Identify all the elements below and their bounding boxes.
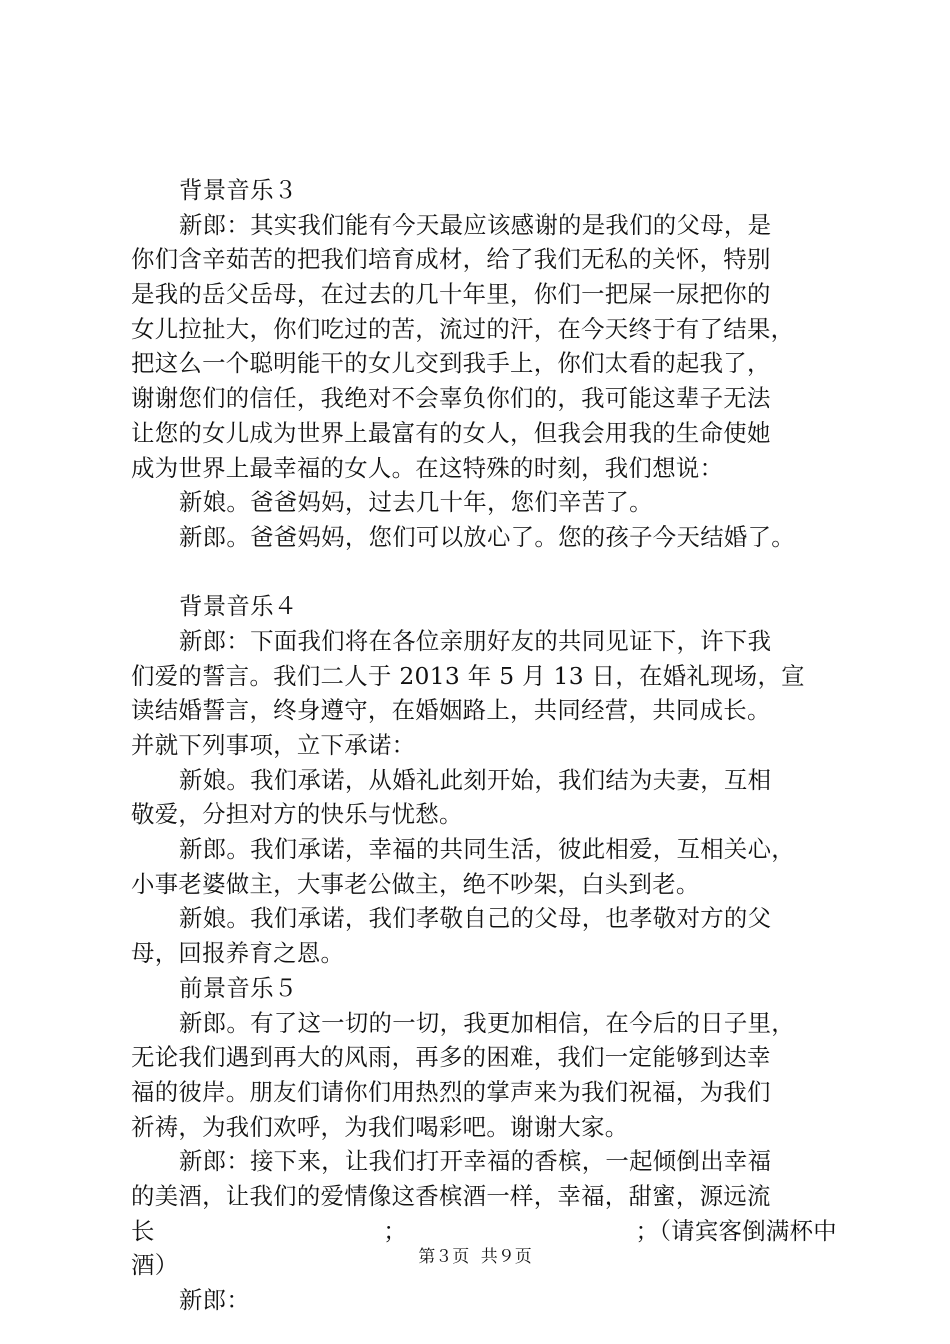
paragraph-line: 新郎：其实我们能有今天最应该感谢的是我们的父母，是 (179, 210, 772, 239)
paragraph-line: 新郎：下面我们将在各位亲朋好友的共同见证下，许下我 (179, 626, 772, 655)
paragraph-line: 让您的女儿成为世界上最富有的女人，但我会用我的生命使她 (131, 418, 771, 447)
paragraph-line: 把这么一个聪明能干的女儿交到我手上，你们太看的起我了， (131, 349, 771, 378)
paragraph-line: 敬爱，分担对方的快乐与忧愁。 (131, 800, 463, 829)
paragraph-line: 是我的岳父岳母，在过去的几十年里，你们一把屎一尿把你的 (131, 280, 771, 309)
page-total: 共９页 (480, 1247, 532, 1267)
blank-line (131, 555, 837, 590)
paragraph-line: 谢谢您们的信任，我绝对不会辜负你们的，我可能这辈子无法 (131, 384, 771, 413)
line-fragment: 长 (131, 1216, 155, 1245)
paragraph-line: 并就下列事项，立下承诺： (131, 731, 416, 759)
paragraph-line: 祈祷，为我们欢呼，为我们喝彩吧。谢谢大家。 (131, 1112, 629, 1141)
paragraph-line: 新娘。我们承诺，我们孝敬自己的父母，也孝敬对方的父 (179, 904, 772, 933)
paragraph-line: 酒） (131, 1251, 179, 1280)
paragraph-line: 们爱的誓言。我们二人于 2013 年 5 月 13 日，在婚礼现场，宣 (131, 661, 805, 690)
page-number: 第３页 (418, 1247, 470, 1267)
page-footer (0, 1242, 950, 1267)
section-heading: 背景音乐４ (179, 592, 298, 621)
paragraph-line: 小事老婆做主，大事老公做主，绝不吵架，白头到老。 (131, 869, 700, 898)
paragraph-line: 无论我们遇到再大的风雨，再多的困难，我们一定能够到达幸 (131, 1043, 771, 1072)
paragraph-line: 新郎。爸爸妈妈，您们可以放心了。您的孩子今天结婚了。 (179, 522, 795, 551)
paragraph-line: 新郎： (179, 1286, 251, 1314)
paragraph-line: 新郎。我们承诺，幸福的共同生活，彼此相爱，互相关心， (179, 835, 795, 864)
paragraph-line: 成为世界上最幸福的女人。在这特殊的时刻，我们想说： (131, 453, 724, 482)
paragraph-line: 新郎。有了这一切的一切，我更加相信，在今后的日子里， (179, 1008, 795, 1037)
paragraph-line: 母，回报养育之恩。 (131, 939, 345, 968)
paragraph-line: 新娘。爸爸妈妈，过去几十年，您们辛苦了。 (179, 488, 653, 517)
paragraph-line: 的美酒，让我们的爱情像这香槟酒一样，幸福，甜蜜，源远流 (131, 1181, 771, 1210)
paragraph-line: 新郎：接下来，让我们打开幸福的香槟，一起倾倒出幸福 (179, 1147, 772, 1176)
section-heading: 背景音乐３ (179, 176, 298, 204)
paragraph-line: 福的彼岸。朋友们请你们用热烈的掌声来为我们祝福，为我们 (131, 1077, 771, 1106)
paragraph-line: 新娘。我们承诺，从婚礼此刻开始，我们结为夫妻，互相 (179, 765, 772, 794)
line-fragment: ； (383, 1216, 407, 1245)
paragraph-line: 你们含辛茹苦的把我们培育成材，给了我们无私的关怀，特别 (131, 245, 771, 274)
document-body (131, 173, 837, 1318)
paragraph-line: 女儿拉扯大，你们吃过的苦，流过的汗，在今天终于有了结果， (131, 314, 795, 343)
section-heading: 前景音乐５ (179, 973, 298, 1002)
line-fragment: ；（请宾客倒满杯中 (635, 1216, 837, 1245)
paragraph-line: 读结婚誓言，终身遵守，在婚姻路上，共同经营，共同成长。 (131, 696, 771, 725)
